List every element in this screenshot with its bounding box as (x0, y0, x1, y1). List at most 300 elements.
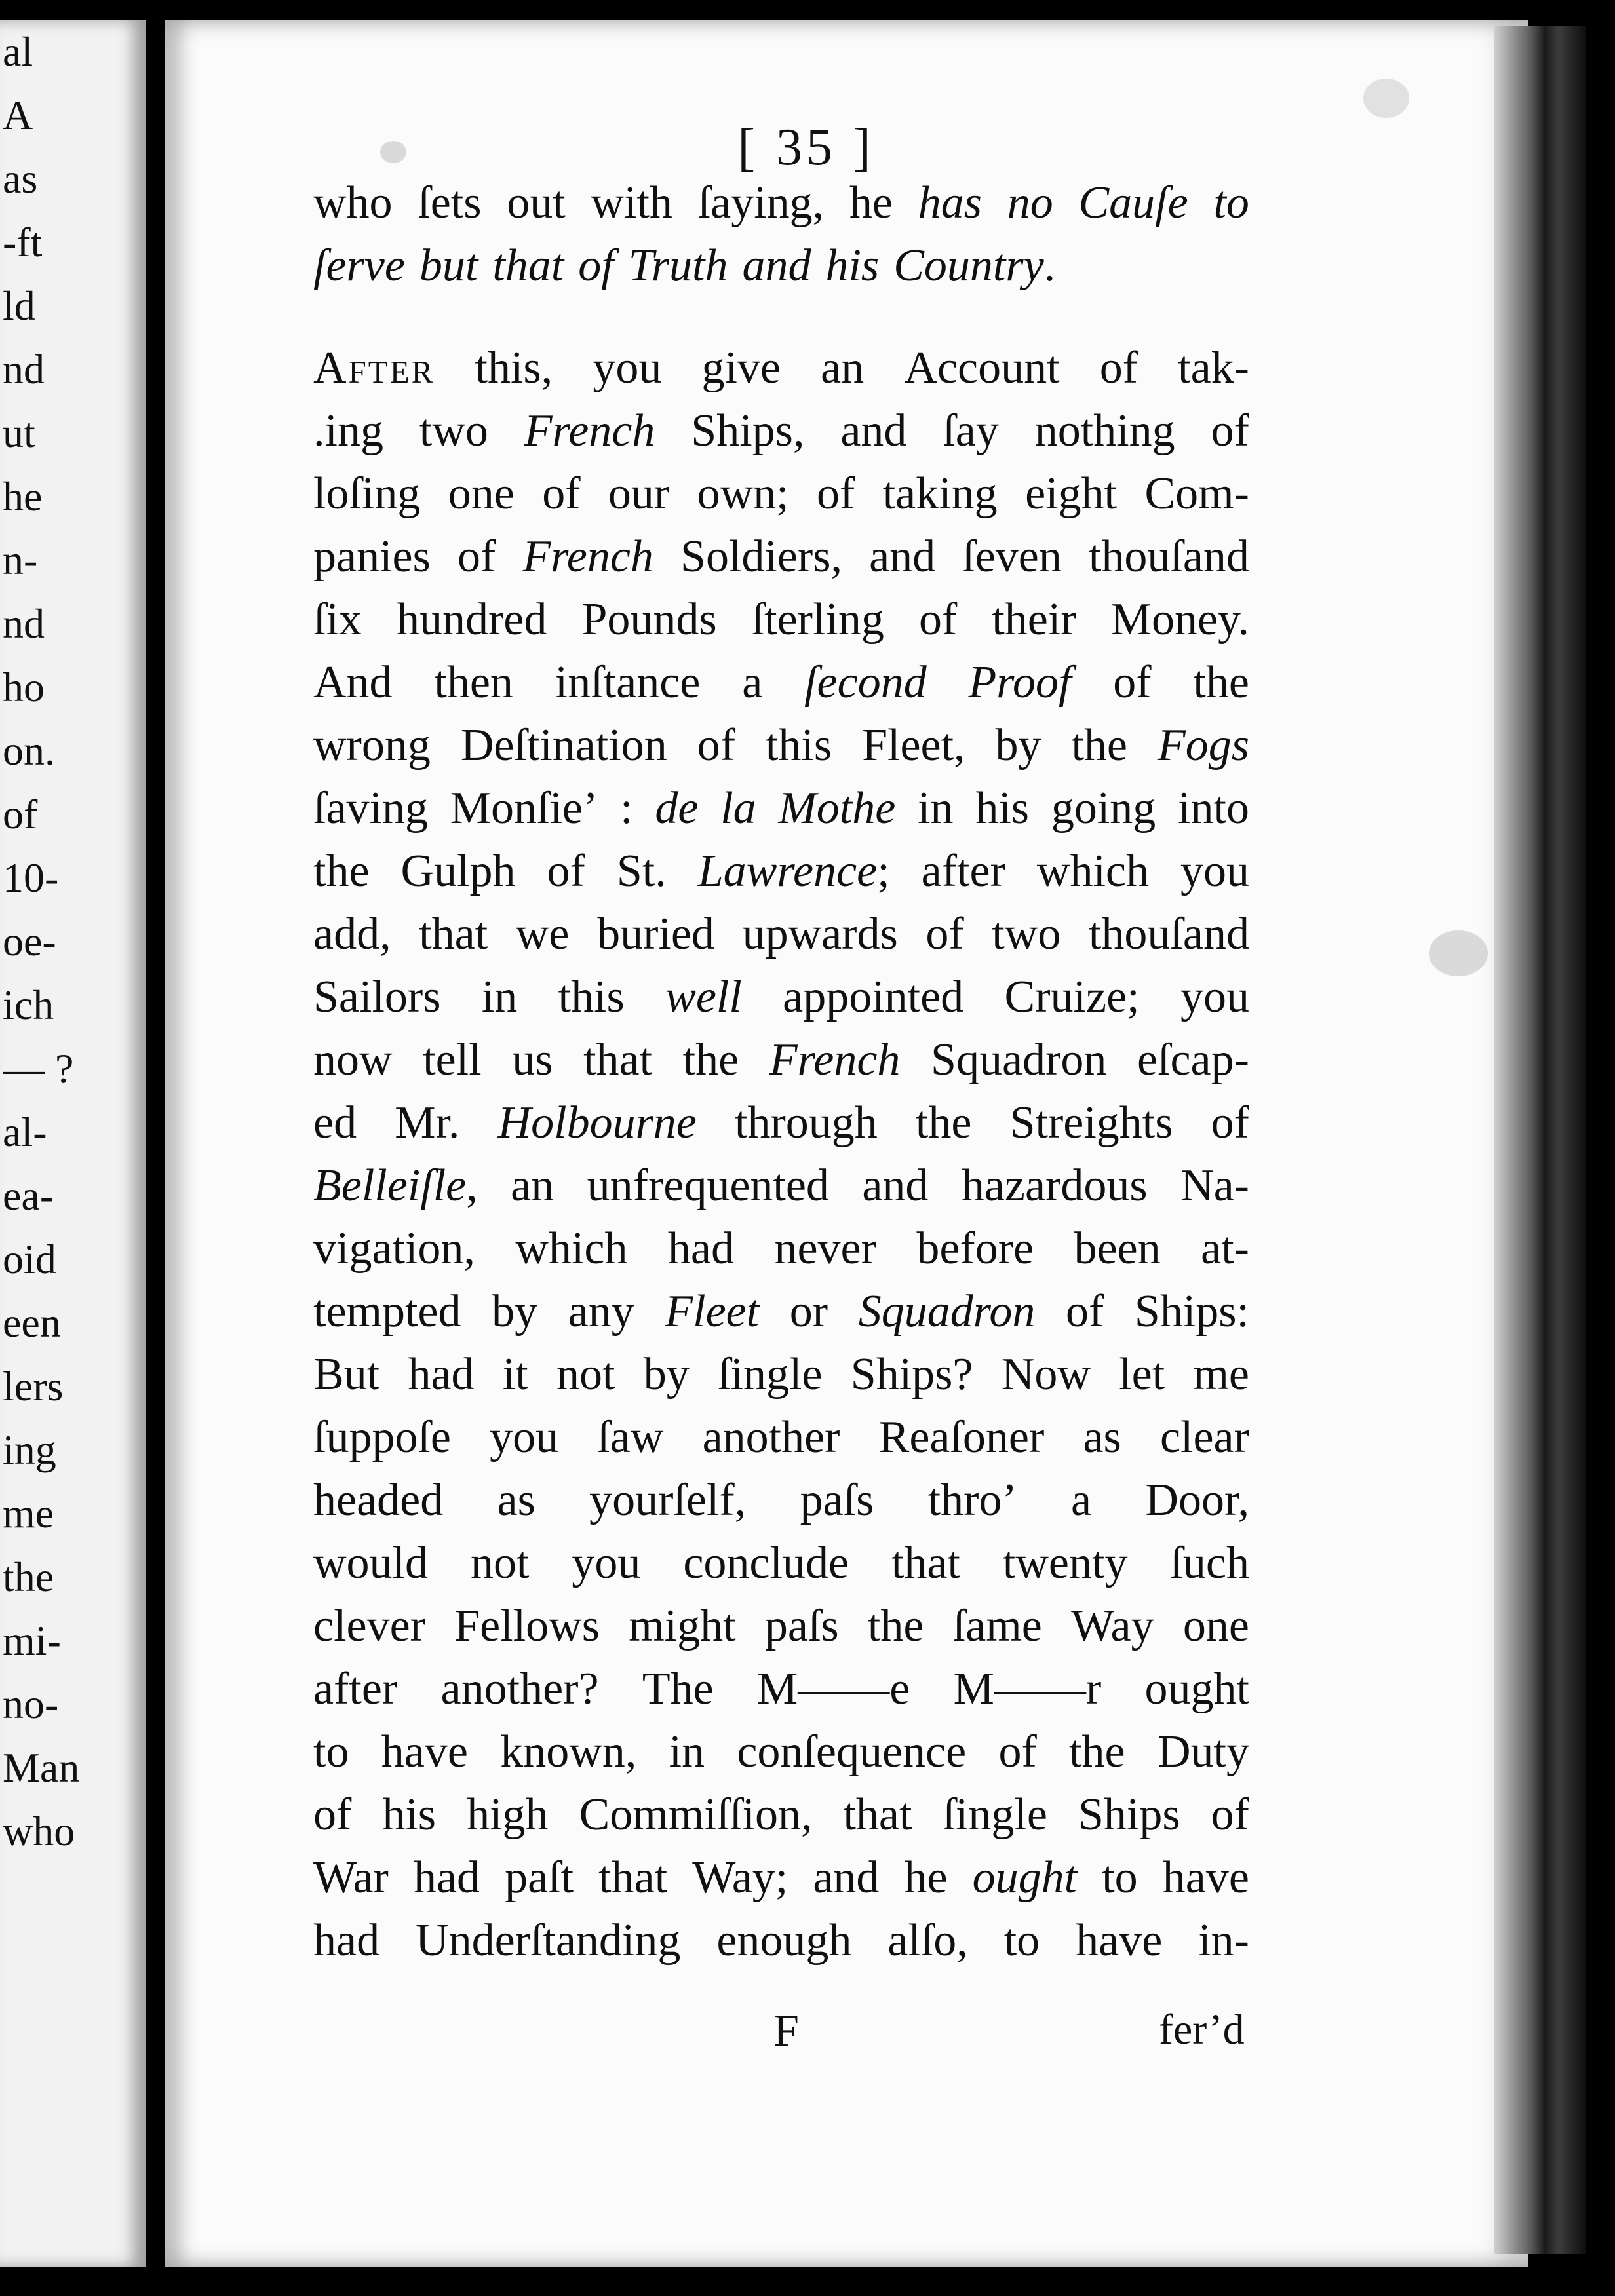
word: and (869, 531, 936, 582)
word: after (313, 1664, 398, 1714)
word: now (313, 1035, 393, 1085)
word: Squadron (858, 1286, 1036, 1337)
word-group (1037, 845, 1149, 898)
word-group (608, 468, 669, 520)
word-group (953, 1600, 1042, 1653)
word: give (701, 343, 781, 393)
text-line (313, 1600, 1249, 1663)
word: clever (313, 1601, 425, 1651)
word-group (642, 1663, 714, 1715)
word-group (943, 1789, 1047, 1841)
word: appointed (783, 972, 964, 1022)
word: loſing (313, 469, 421, 519)
word-group (996, 719, 1041, 772)
word: .ing (313, 406, 383, 456)
word-group (497, 1474, 535, 1527)
word-group (617, 845, 667, 898)
word-group (313, 468, 420, 520)
word-group (1004, 1915, 1040, 1967)
word-group (1193, 657, 1249, 709)
word-group (769, 1034, 901, 1086)
word: of (817, 469, 855, 519)
word: you (490, 1412, 559, 1463)
word-group (516, 908, 570, 961)
word: with (591, 178, 672, 228)
text-line (313, 657, 1249, 719)
word: another (702, 1412, 840, 1463)
word: the (915, 1098, 972, 1148)
word-group (313, 1349, 379, 1401)
word: two (419, 406, 488, 456)
word-group (382, 1789, 436, 1841)
text-line (313, 1223, 1249, 1286)
word: Sailors (313, 972, 441, 1022)
word: headed (313, 1475, 444, 1525)
word: After (313, 343, 435, 393)
word: Ships? (850, 1349, 973, 1400)
word: Underſtanding (416, 1915, 681, 1966)
word-group (381, 1726, 468, 1778)
word-group (665, 1286, 759, 1338)
word: ſingle (718, 1349, 823, 1400)
left-page-fragment: -ft (3, 219, 43, 265)
word: tak- (1178, 343, 1249, 393)
word-group (1211, 1789, 1249, 1841)
word-group (515, 1223, 627, 1275)
word-group (1051, 782, 1156, 835)
word-group (992, 594, 1076, 646)
left-page-fragment: al (3, 28, 33, 75)
word-group (313, 240, 405, 292)
word: Truth (628, 240, 728, 291)
word-group (813, 1852, 879, 1904)
word-group (893, 240, 1055, 292)
word-group (512, 1034, 553, 1086)
word: after (921, 846, 1005, 896)
word: thro’ (927, 1475, 1017, 1525)
word: the (1071, 720, 1127, 771)
word: vigation, (313, 1223, 475, 1274)
word-group (1071, 1474, 1091, 1527)
word: ſaw (597, 1412, 664, 1463)
word: of (1113, 657, 1152, 708)
word-group (591, 177, 672, 229)
word-group (701, 342, 781, 394)
word-group (597, 1411, 663, 1464)
word-group (665, 971, 742, 1024)
word-group (1074, 1223, 1161, 1275)
word-group (774, 1223, 876, 1275)
word-group (887, 1915, 967, 1967)
text-line (313, 1349, 1249, 1411)
left-page-fragment: ea- (3, 1172, 54, 1219)
left-page-text-fragments (3, 20, 146, 1863)
word: Lawrence (697, 846, 878, 896)
word: Na- (1180, 1160, 1249, 1211)
word-group (467, 1789, 548, 1841)
word-group (1201, 1223, 1249, 1275)
word: had (413, 1852, 480, 1903)
word-group (503, 1349, 528, 1401)
word-group (401, 845, 516, 898)
word-group (434, 657, 513, 709)
word: their (992, 594, 1076, 645)
text-line (313, 342, 1249, 405)
word-group (1170, 1537, 1249, 1590)
word: me (1193, 1349, 1249, 1400)
word-group (492, 240, 564, 292)
word: French (522, 531, 653, 582)
word-group (457, 531, 496, 583)
word: our (608, 469, 670, 519)
word: and (813, 1852, 880, 1903)
word-group (313, 1411, 451, 1464)
word-group (629, 240, 728, 292)
word: Now (1001, 1349, 1091, 1400)
word-group (524, 405, 655, 457)
left-page-fragment: Man (3, 1744, 80, 1791)
signature-mark: F (773, 2006, 799, 2056)
word: Cauſe (1078, 178, 1188, 228)
word: by (643, 1349, 690, 1400)
word: of (998, 1727, 1037, 1777)
word-group (578, 240, 613, 292)
word: Account (904, 343, 1060, 393)
word: tell (423, 1035, 482, 1085)
word-group (313, 1097, 357, 1149)
word: of (1099, 343, 1138, 393)
word: ſaying, (697, 178, 825, 228)
word-group (778, 782, 895, 835)
word-group (962, 531, 1062, 583)
word: known, (500, 1727, 637, 1777)
word: in (918, 783, 954, 833)
word-group (423, 1034, 481, 1086)
word-group (313, 971, 440, 1024)
word-group (783, 971, 963, 1024)
word-group (522, 531, 653, 583)
word: have (381, 1727, 468, 1777)
left-page-fragment: nd (3, 346, 45, 392)
word-group (461, 719, 667, 772)
word: taking (882, 469, 998, 519)
word-group (742, 240, 811, 292)
word-group (668, 1223, 734, 1275)
word-group (313, 908, 391, 961)
ink-blot (1363, 79, 1409, 118)
word-group (1035, 405, 1175, 457)
word: But (313, 1349, 380, 1400)
word: to (1102, 1852, 1138, 1903)
word-group (1005, 971, 1140, 1024)
word-group (962, 1160, 1148, 1212)
word-group (904, 342, 1059, 394)
word: French (769, 1035, 901, 1085)
word: of (925, 909, 964, 959)
word: : (620, 783, 633, 833)
word: Fellows (454, 1601, 600, 1651)
word: paſs (800, 1475, 874, 1525)
text-line (313, 1286, 1249, 1349)
word: as (1083, 1412, 1121, 1463)
word-group (448, 468, 515, 520)
word-group (1198, 1915, 1249, 1967)
word: his (382, 1789, 437, 1840)
word: nothing (1034, 406, 1175, 456)
word-group (891, 1537, 960, 1590)
word: had (408, 1349, 475, 1400)
word-group (313, 531, 431, 583)
word-group (450, 782, 598, 835)
word: French (524, 406, 655, 456)
word: Ships: (1134, 1286, 1249, 1337)
word-group (849, 177, 893, 229)
word-group (840, 405, 906, 457)
word-group (817, 468, 855, 520)
word-group (1078, 177, 1188, 229)
word: has (918, 178, 982, 228)
word-group (1010, 1097, 1173, 1149)
word-group (313, 1474, 443, 1527)
left-page-fragment: oid (3, 1236, 56, 1282)
word-group (757, 1663, 910, 1715)
word-group (851, 1349, 973, 1401)
word: an (821, 343, 865, 393)
catchword: fer’d (1159, 2006, 1245, 2054)
word-group (742, 657, 762, 709)
word: had (313, 1915, 380, 1966)
word-group (500, 1726, 636, 1778)
word-group (737, 1726, 966, 1778)
word: a (742, 657, 763, 708)
text-line (313, 1852, 1249, 1915)
word-group (1144, 468, 1249, 520)
word: that (583, 1035, 653, 1085)
word: or (789, 1286, 828, 1337)
word-group (1160, 1411, 1249, 1464)
left-page-fragment: een (3, 1299, 61, 1346)
word: The (642, 1664, 714, 1714)
word-group (313, 1726, 349, 1778)
word-group (655, 782, 698, 835)
word-group (1180, 971, 1249, 1024)
page-edge-shadow (1494, 26, 1586, 2254)
text-line (313, 1097, 1249, 1160)
word-group (718, 1349, 822, 1401)
word-group (1102, 1852, 1137, 1904)
word: ſeven (962, 531, 1062, 582)
word: of (542, 469, 581, 519)
word-group (916, 1097, 972, 1149)
word-group (1163, 1852, 1249, 1904)
word: , (466, 1160, 478, 1211)
ink-blot (380, 141, 406, 163)
word-group (1158, 719, 1249, 772)
word-group (1211, 1097, 1249, 1149)
word-group (556, 1349, 615, 1401)
word: high (467, 1789, 549, 1840)
word: ſets (418, 178, 482, 228)
word: Pounds (581, 594, 717, 645)
text-line (313, 468, 1249, 531)
word: tempted (313, 1286, 461, 1337)
word: Mr. (395, 1098, 460, 1148)
word-group (800, 1474, 874, 1527)
word-group (1111, 594, 1249, 646)
word-group (969, 657, 1072, 709)
word-group (1135, 1286, 1249, 1338)
word: of (1211, 1098, 1249, 1148)
word-group (620, 782, 632, 835)
word-group (441, 1663, 599, 1715)
word-group (1193, 1349, 1249, 1401)
word-group (931, 1034, 1106, 1086)
word: you (593, 343, 662, 393)
word: then (434, 657, 513, 708)
word: into (1178, 783, 1249, 833)
word: one (448, 469, 515, 519)
word-group (313, 1537, 428, 1590)
word-group (475, 342, 553, 394)
body-text (313, 177, 1249, 1978)
word-group (583, 1034, 652, 1086)
word-group (598, 1852, 667, 1904)
word-group (1180, 1160, 1249, 1212)
word: Streights (1009, 1098, 1173, 1148)
word: and (862, 1160, 929, 1211)
word: hundred (396, 594, 547, 645)
word-group (998, 1726, 1036, 1778)
word-group (313, 1286, 461, 1338)
word-group (943, 405, 999, 457)
word-group (644, 1349, 690, 1401)
word: M——r (953, 1664, 1102, 1714)
word: been (1074, 1223, 1161, 1274)
left-page-fragment: ld (3, 282, 35, 329)
word: one (1182, 1601, 1249, 1651)
word-group (1100, 342, 1138, 394)
word-group (1119, 1349, 1165, 1401)
word-group (765, 1600, 839, 1653)
word: ed (313, 1098, 357, 1148)
word: an (511, 1160, 555, 1211)
word: yourſelf, (589, 1475, 747, 1525)
word: through (735, 1098, 878, 1148)
word: out (507, 178, 566, 228)
word: eight (1025, 469, 1118, 519)
word-group (416, 1915, 680, 1967)
word: of (1065, 1286, 1104, 1337)
word-group (1145, 1474, 1249, 1527)
word-group (752, 594, 884, 646)
word: ſuch (1170, 1538, 1249, 1588)
word: Squadron (931, 1035, 1107, 1085)
left-page-fragment: me (3, 1490, 54, 1537)
word: in (669, 1727, 705, 1777)
word: ſix (313, 594, 362, 645)
book-gutter (146, 0, 165, 2296)
word-group (1183, 1600, 1249, 1653)
word: War (313, 1852, 389, 1903)
word: to (1213, 178, 1249, 228)
word: conſequence (737, 1727, 967, 1777)
word: St. (616, 846, 667, 896)
word-group (454, 1600, 600, 1653)
word: never (774, 1223, 876, 1274)
text-line (313, 594, 1249, 657)
word-group (697, 468, 789, 520)
word: ſame (952, 1601, 1042, 1651)
word: of (697, 720, 736, 771)
word: not (470, 1538, 530, 1588)
word: the (1193, 657, 1249, 708)
word: his (825, 240, 880, 291)
word-group (313, 1789, 351, 1841)
page-number: [ 35 ] (737, 119, 875, 176)
left-page-fragment: lers (3, 1363, 64, 1409)
word: de (655, 783, 699, 833)
word-group (720, 782, 756, 835)
word-group (1078, 1789, 1180, 1841)
word-group (992, 908, 1060, 961)
word: would (313, 1538, 428, 1588)
word: going (1051, 783, 1156, 833)
word: you (572, 1538, 641, 1588)
word-group (954, 1663, 1102, 1715)
word-group (703, 1411, 840, 1464)
word-group (313, 719, 431, 772)
word: and (742, 240, 811, 291)
word-group (683, 1537, 849, 1590)
word: any (568, 1286, 634, 1337)
left-page-fragment: the (3, 1554, 54, 1600)
word: Com- (1144, 469, 1249, 519)
ink-blot (1429, 930, 1488, 976)
word: clear (1159, 1412, 1249, 1463)
word: Way (1071, 1601, 1154, 1651)
word-group (1003, 1537, 1128, 1590)
word: conclude (683, 1538, 849, 1588)
word: ; (877, 846, 890, 896)
left-page-fragment: al- (3, 1109, 47, 1155)
word-group (1213, 177, 1249, 229)
word: Duty (1157, 1727, 1249, 1777)
word-group (419, 405, 488, 457)
word: the (1069, 1727, 1125, 1777)
word-group (1137, 1034, 1249, 1086)
word: ought (972, 1852, 1078, 1903)
word: ſay (943, 406, 999, 456)
word: Belleiſle (313, 1160, 467, 1211)
word-group (471, 1537, 529, 1590)
word-group (313, 1600, 425, 1653)
word: that (598, 1852, 668, 1903)
left-page-fragment: who (3, 1808, 75, 1854)
word: this (558, 972, 625, 1022)
left-page-fragment: n- (3, 537, 38, 583)
word: as (497, 1475, 535, 1525)
word-group (680, 531, 842, 583)
left-page-fragment: ut (3, 410, 35, 456)
word-group (698, 845, 890, 898)
word-group (1180, 845, 1249, 898)
word-group (313, 1852, 389, 1904)
word: thouſand (1088, 531, 1249, 582)
word: twenty (1002, 1538, 1128, 1588)
text-line (313, 1789, 1249, 1852)
left-page-fragment: oe- (3, 918, 56, 965)
text-line (313, 782, 1249, 845)
